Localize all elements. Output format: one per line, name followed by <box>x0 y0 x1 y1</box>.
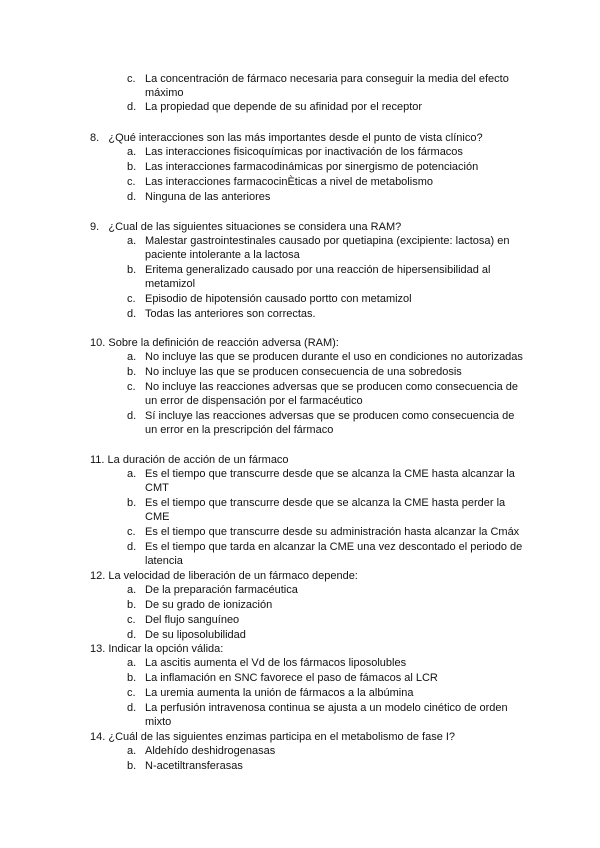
option-text: Eritema generalizado causado por una reacción de hipersensibilidad al <box>145 264 491 276</box>
option-marker: b. <box>127 672 137 684</box>
option-text: Es el tiempo que tarda en alcanzar la CME una vez descontado el periodo de <box>145 541 523 553</box>
question-number: 8. <box>90 132 100 144</box>
option-text: Del flujo sanguíneo <box>145 614 240 626</box>
option-marker: b. <box>127 366 137 378</box>
question-text: La velocidad de liberación de un fármaco depende: <box>108 570 358 582</box>
question-13 <box>90 642 223 656</box>
option-text: máximo <box>145 87 184 99</box>
option-text: La inflamación en SNC favorece el paso de fámacos al LCR <box>145 672 438 684</box>
option-marker: c. <box>127 687 136 699</box>
option-text: No incluye las que se producen consecuencia de una sobredosis <box>145 366 462 378</box>
option-text: No incluye las reacciones adversas que se producen como consecuencia de <box>145 381 518 393</box>
question-number: 13. <box>90 643 106 655</box>
option-text: CME <box>145 511 170 523</box>
question-number: 12. <box>90 570 106 582</box>
option-text: Malestar gastrointestinales causado por quetiapina (excipiente: lactosa) en <box>145 235 510 247</box>
option-text: La perfusión intravenosa continua se ajusta a un modelo cinético de orden <box>145 702 508 714</box>
option-marker: a. <box>127 468 137 480</box>
option-marker: a. <box>127 745 137 757</box>
option-marker: d. <box>127 410 137 422</box>
option-text: Es el tiempo que transcurre desde su administración hasta alcanzar la Cmáx <box>145 526 520 538</box>
option-marker: a. <box>127 657 137 669</box>
option-text: La propiedad que depende de su afinidad por el receptor <box>145 101 423 113</box>
option-marker: d. <box>127 308 137 320</box>
question-text: Sobre la definición de reacción adversa (RAM): <box>108 337 339 349</box>
option-marker: c. <box>127 293 136 305</box>
option-text: Episodio de hipotensión causado portto con metamizol <box>145 293 412 305</box>
option-text: Todas las anteriores son correctas. <box>145 308 316 320</box>
option-marker: c. <box>127 73 136 85</box>
option-text: mixto <box>145 716 172 728</box>
option-text: metamizol <box>145 278 196 290</box>
option-text: Es el tiempo que transcurre desde que se alcanza la CME hasta alcanzar la <box>145 468 515 480</box>
option-text: Es el tiempo que transcurre desde que se alcanza la CME hasta perder la <box>145 497 506 509</box>
option-text: latencia <box>145 555 183 567</box>
option-marker: c. <box>127 614 136 626</box>
question-text: ¿Cuál de las siguientes enzimas participa en el metabolismo de fase I? <box>108 731 456 743</box>
question-8 <box>90 131 483 145</box>
option-text: Las interacciones fisicoquímicas por inactivación de los fármacos <box>145 146 463 158</box>
option-marker: d. <box>127 629 137 641</box>
option-marker: b. <box>127 161 137 173</box>
option-marker: a. <box>127 235 137 247</box>
option-marker: a. <box>127 146 137 158</box>
option-text: Las interacciones farmacocinÈticas a nivel de metabolismo <box>145 176 433 188</box>
question-11 <box>90 453 289 467</box>
question-9 <box>90 220 401 234</box>
option-text: un error de dispensación por el farmacéutico <box>145 395 363 407</box>
option-marker: b. <box>127 497 137 509</box>
option-text: Sí incluye las reacciones adversas que se producen como consecuencia de <box>145 410 515 422</box>
option-marker: d. <box>127 191 137 203</box>
option-marker: c. <box>127 526 136 538</box>
option-marker: d. <box>127 101 137 113</box>
option-text: De su liposolubilidad <box>145 629 246 641</box>
option-marker: b. <box>127 760 137 772</box>
option-text: Las interacciones farmacodinámicas por sinergismo de potenciación <box>145 161 479 173</box>
question-text: La duración de acción de un fármaco <box>107 454 289 466</box>
option-marker: c. <box>127 381 136 393</box>
question-number: 9. <box>90 221 100 233</box>
option-text: La uremia aumenta la unión de fármacos a la albúmina <box>145 687 414 699</box>
option-marker: c. <box>127 176 136 188</box>
option-marker: d. <box>127 702 137 714</box>
option-marker: a. <box>127 351 137 363</box>
option-text: La ascitis aumenta el Vd de los fármacos liposolubles <box>145 657 407 669</box>
option-marker: b. <box>127 599 137 611</box>
question-12 <box>90 569 358 583</box>
option-text: un error en la prescripción del fármaco <box>145 424 334 436</box>
question-number: 14. <box>90 731 106 743</box>
option-text: No incluye las que se producen durante el uso en condiciones no autorizadas <box>145 351 523 363</box>
option-text: CMT <box>145 482 169 494</box>
option-text: De la preparación farmacéutica <box>145 584 298 596</box>
question-text: ¿Cual de las siguientes situaciones se considera una RAM? <box>108 221 402 233</box>
question-10 <box>90 336 339 350</box>
option-text: paciente intolerante a la lactosa <box>145 249 300 261</box>
question-14 <box>90 730 455 744</box>
option-text: La concentración de fármaco necesaria para conseguir la media del efecto <box>145 73 509 85</box>
question-number: 11. <box>90 454 105 466</box>
option-text: N-acetiltransferasas <box>145 760 243 772</box>
option-marker: b. <box>127 264 137 276</box>
option-marker: d. <box>127 541 137 553</box>
option-text: Aldehído deshidrogenasas <box>145 745 276 757</box>
question-text: Indicar la opción válida: <box>108 643 224 655</box>
option-text: Ninguna de las anteriores <box>145 191 271 203</box>
option-text: De su grado de ionización <box>145 599 273 611</box>
question-text: ¿Qué interacciones son las más importantes desde el punto de vista clínico? <box>108 132 483 144</box>
question-number: 10. <box>90 337 106 349</box>
option-marker: a. <box>127 584 137 596</box>
